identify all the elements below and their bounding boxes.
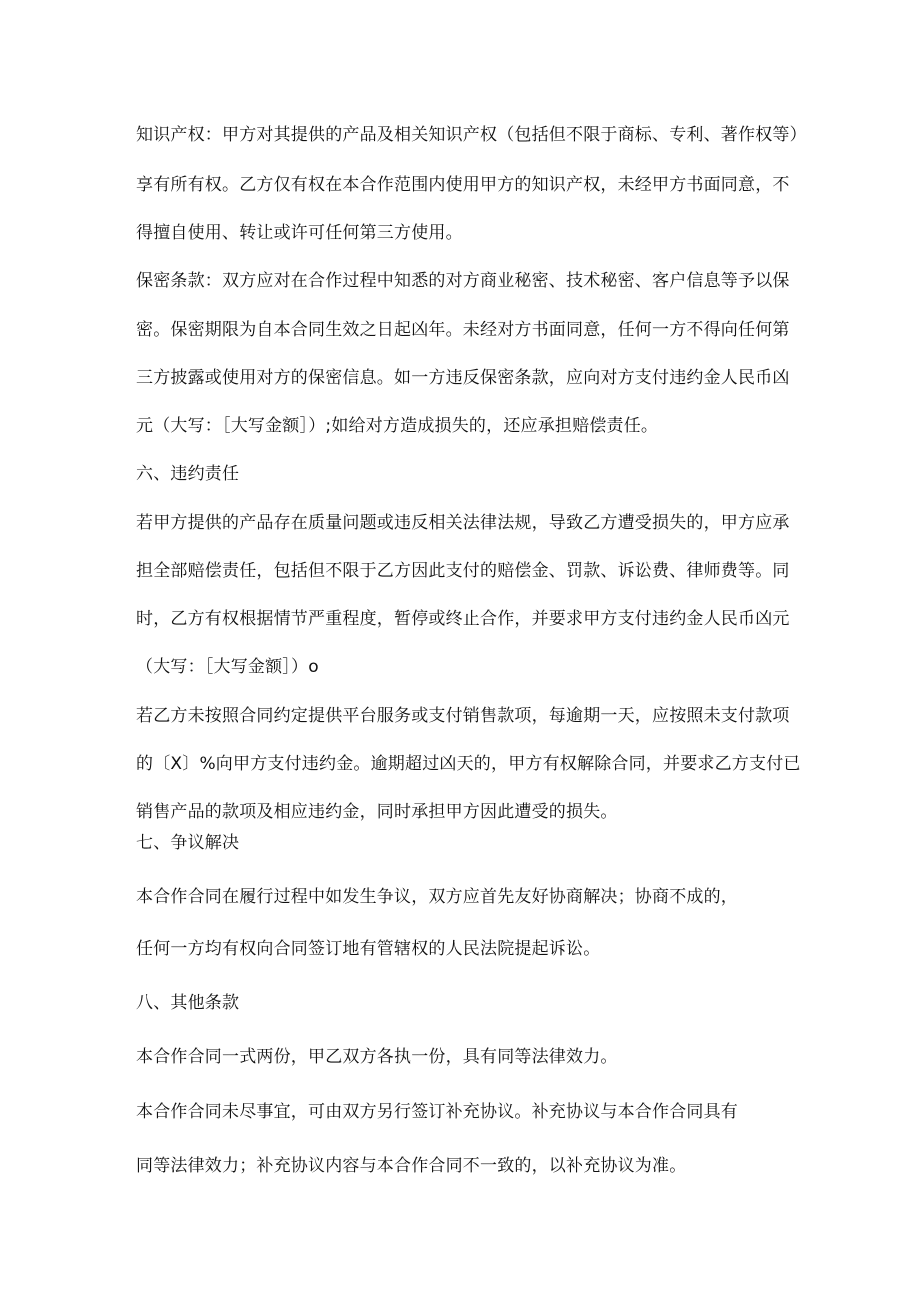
clause-confidentiality-line-3: 三方披露或使用对方的保密信息。如一方违反保密条款，应向对方支付违约金人民币凶 xyxy=(136,368,790,388)
other-supplement-line-1: 本合作合同未尽事宜，可由双方另行签订补充协议。补充协议与本合作合同具有 xyxy=(136,1102,738,1122)
section-heading-dispute: 七、争议解决 xyxy=(136,833,240,853)
breach-party-a-line-1: 若甲方提供的产品存在质量问题或违反相关法律法规，导致乙方遭受损失的，甲方应承 xyxy=(136,513,790,533)
clause-ip-line-1: 知识产权：甲方对其提供的产品及相关知识产权（包括但不限于商标、专利、著作权等） xyxy=(136,125,807,145)
other-supplement-line-2: 同等法律效力；补充协议内容与本合作合同不一致的，以补充协议为准。 xyxy=(136,1156,687,1176)
clause-ip-line-2: 享有所有权。乙方仅有权在本合作范围内使用甲方的知识产权，未经甲方书面同意，不 xyxy=(136,175,790,195)
breach-party-b-line-3: 销售产品的款项及相应违约金，同时承担甲方因此遭受的损失。 xyxy=(136,802,618,822)
clause-confidentiality-line-1: 保密条款：双方应对在合作过程中知悉的对方商业秘密、技术秘密、客户信息等予以保 xyxy=(136,271,790,291)
clause-confidentiality-line-4: 元（大写：［大写金额］）;如给对方造成损失的，还应承担赔偿责任。 xyxy=(136,416,659,436)
breach-party-b-line-1: 若乙方未按照合同约定提供平台服务或支付销售款项，每逾期一天，应按照未支付款项 xyxy=(136,706,790,726)
section-heading-other: 八、其他条款 xyxy=(136,993,240,1013)
breach-party-a-line-2: 担全部赔偿责任，包括但不限于乙方因此支付的赔偿金、罚款、诉讼费、律师费等。同 xyxy=(136,561,790,581)
dispute-line-2: 任何一方均有权向合同签订地有管辖权的人民法院提起诉讼。 xyxy=(136,939,601,959)
breach-party-b-line-2: 的〔X〕%向甲方支付违约金。逾期超过凶天的，甲方有权解除合同，并要求乙方支付已 xyxy=(136,754,801,774)
other-copies-line: 本合作合同一式两份，甲乙双方各执一份，具有同等法律效力。 xyxy=(136,1047,618,1067)
breach-party-a-line-3: 时，乙方有权根据情节严重程度，暂停或终止合作，并要求甲方支付违约金人民币凶元 xyxy=(136,609,790,629)
dispute-line-1: 本合作合同在履行过程中如发生争议，双方应首先友好协商解决；协商不成的， xyxy=(136,887,738,907)
clause-confidentiality-line-2: 密。保密期限为自本合同生效之日起凶年。未经对方书面同意，任何一方不得向任何第 xyxy=(136,320,790,340)
section-heading-breach: 六、违约责任 xyxy=(136,464,240,484)
clause-ip-line-3: 得擅自使用、转让或许可任何第三方使用。 xyxy=(136,223,463,243)
breach-party-a-line-4: （大写：［大写金额］）o xyxy=(136,657,319,677)
